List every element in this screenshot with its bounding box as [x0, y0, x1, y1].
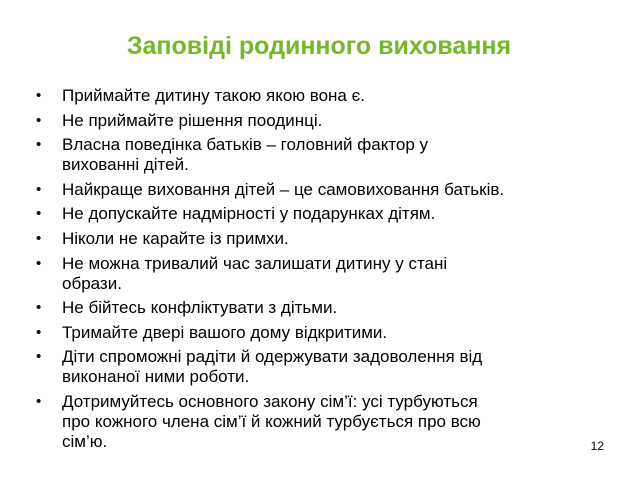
bullet-icon: • — [36, 87, 42, 104]
list-item — [36, 254, 616, 294]
list-item-text: Тримайте двері вашого дому відкритими. — [62, 322, 388, 342]
list-item-text: Власна поведінка батьків – головний фактор у вихованні дітей. — [62, 135, 429, 175]
bullet-icon: • — [36, 299, 42, 317]
list-item-text: Діти спроможні радіти й одержувати задоволення від виконаної ними роботи. — [62, 347, 483, 387]
bullet-icon: • — [36, 323, 42, 341]
bullet-icon: • — [36, 205, 42, 223]
bullet-icon: • — [36, 348, 42, 366]
bullet-icon: • — [36, 392, 42, 410]
slide-title: Заповіді родинного виховання — [126, 32, 512, 60]
bullet-icon: • — [36, 229, 42, 247]
list-item — [36, 298, 616, 318]
list-item — [36, 111, 616, 131]
list-item — [36, 229, 616, 249]
list-item-text: Не допускайте надмірності у подарунках дітям. — [62, 204, 436, 224]
bullet-icon: • — [36, 180, 42, 198]
list-item-text: Дотримуйтесь основного закону сім’ї: усі турбуються про кожного члена сім’ї й кожний турбується про всю сім’ю. — [62, 391, 481, 451]
bullet-list — [36, 86, 616, 457]
list-item-text: Приймайте дитину такою якою вона є. — [62, 86, 366, 105]
bullet-icon: • — [36, 111, 42, 129]
list-item-text: Не бійтесь конфліктувати з дітьми. — [62, 298, 338, 318]
list-item — [36, 347, 616, 387]
page-number: 12 — [590, 439, 604, 453]
list-item-text: Ніколи не карайте із примхи. — [62, 228, 289, 248]
list-item — [36, 323, 616, 343]
list-item — [36, 204, 616, 224]
list-item-text: Найкраще виховання дітей – це самовиховання батьків. — [62, 179, 505, 199]
list-item — [36, 86, 616, 106]
list-item — [36, 392, 616, 452]
list-item — [36, 180, 616, 200]
bullet-icon: • — [36, 136, 42, 154]
list-item-text: Не приймайте рішення поодинці. — [62, 110, 323, 130]
list-item — [36, 135, 616, 175]
bullet-icon: • — [36, 254, 42, 272]
list-item-text: Не можна тривалий час залишати дитину у стані образи. — [62, 253, 448, 293]
